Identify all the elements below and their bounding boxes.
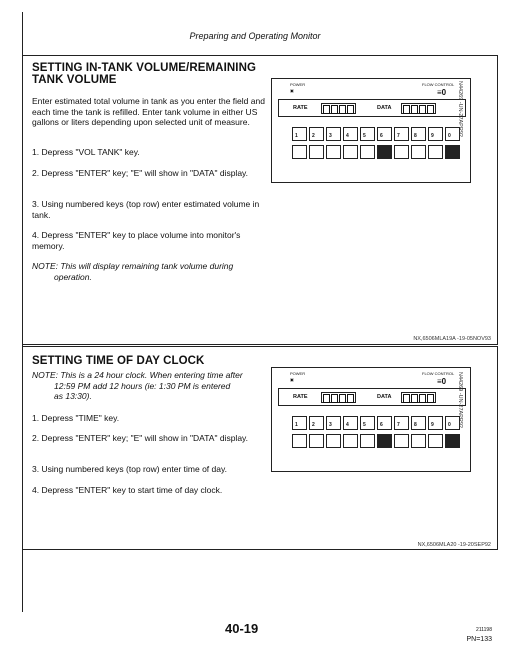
key-9: 9 xyxy=(428,416,443,430)
rate-digits xyxy=(321,103,356,114)
key-8: 8 xyxy=(411,127,426,141)
key-row2-b xyxy=(309,434,324,448)
note-lead: NOTE: This is a 24 hour clock. When entering time after xyxy=(32,370,243,380)
section-title-line2: TANK VOLUME xyxy=(32,74,117,86)
reference-code: NX,6506MLA20 -19-20SEP92 xyxy=(417,542,491,548)
note xyxy=(32,370,267,402)
monitor-panel-illustration xyxy=(271,367,471,472)
intro-paragraph: Enter estimated total volume in tank as you enter the field and each time the tank is refilled. Enter tank volume in either US gallons or liters depending upon selected unit of measure. xyxy=(32,96,265,127)
key-8: 8 xyxy=(411,416,426,430)
key-row2-a xyxy=(292,145,307,159)
key-row2-i xyxy=(428,434,443,448)
key-7: 7 xyxy=(394,127,409,141)
key-2: 2 xyxy=(309,416,324,430)
data-digits xyxy=(401,392,436,403)
power-label: POWER xyxy=(290,82,306,87)
key-5: 5 xyxy=(360,416,375,430)
key-row2-e xyxy=(360,434,375,448)
key-9: 9 xyxy=(428,127,443,141)
key-2: 2 xyxy=(309,127,324,141)
rate-digits xyxy=(321,392,356,403)
section-tank-volume xyxy=(22,55,498,345)
key-1: 1 xyxy=(292,127,307,141)
data-label: DATA xyxy=(377,394,392,400)
section-title-line1: SETTING IN-TANK VOLUME/REMAINING xyxy=(32,62,257,74)
key-0: 0 xyxy=(445,127,460,141)
key-row2-f xyxy=(377,145,392,159)
section-title: SETTING TIME OF DAY CLOCK xyxy=(32,355,205,367)
key-row2-j xyxy=(445,434,460,448)
key-row2-h xyxy=(411,434,426,448)
page-number: 40-19 xyxy=(225,621,259,636)
step-1: 1. Depress "VOL TANK" key. xyxy=(32,147,140,157)
figure-code: N44269 -UN-27APR92 xyxy=(457,372,463,428)
key-row2-e xyxy=(360,145,375,159)
data-digits xyxy=(401,103,436,114)
monitor-panel-illustration xyxy=(271,78,471,183)
power-label: POWER xyxy=(290,371,306,376)
key-4: 4 xyxy=(343,127,358,141)
flow-control-switch-icon: ≡0 xyxy=(437,88,447,97)
page-header: Preparing and Operating Monitor xyxy=(189,31,321,41)
step-2: 2. Depress "ENTER" key; "E" will show in "DATA" display. xyxy=(32,433,249,443)
flow-control-label: FLOW CONTROL xyxy=(422,371,455,376)
rate-label: RATE xyxy=(293,105,308,111)
note-line2: 12:59 PM add 12 hours (ie: 1:30 PM is entered xyxy=(54,380,231,391)
key-row2-c xyxy=(326,434,341,448)
flow-control-label: FLOW CONTROL xyxy=(422,82,455,87)
step-1: 1. Depress "TIME" key. xyxy=(32,413,120,423)
key-6: 6 xyxy=(377,127,392,141)
step-3: 3. Using numbered keys (top row) enter estimated volume in tank. xyxy=(32,199,260,220)
key-3: 3 xyxy=(326,127,341,141)
key-3: 3 xyxy=(326,416,341,430)
power-switch-icon: ▣ xyxy=(290,88,294,93)
step-3: 3. Using numbered keys (top row) enter time of day. xyxy=(32,464,227,474)
key-6: 6 xyxy=(377,416,392,430)
display-window xyxy=(278,388,466,406)
key-row2-g xyxy=(394,434,409,448)
key-row2-d xyxy=(343,434,358,448)
note-rest: operation. xyxy=(54,271,92,282)
key-row2-j xyxy=(445,145,460,159)
key-0: 0 xyxy=(445,416,460,430)
key-row2-a xyxy=(292,434,307,448)
step-4: 4. Depress "ENTER" key to start time of day clock. xyxy=(32,485,223,495)
step-2: 2. Depress "ENTER" key; "E" will show in "DATA" display. xyxy=(32,168,249,178)
section-time-of-day xyxy=(22,346,498,550)
key-row2-c xyxy=(326,145,341,159)
key-5: 5 xyxy=(360,127,375,141)
key-row2-h xyxy=(411,145,426,159)
key-4: 4 xyxy=(343,416,358,430)
data-label: DATA xyxy=(377,105,392,111)
key-7: 7 xyxy=(394,416,409,430)
step-4: 4. Depress "ENTER" key to place volume into monitor's memory. xyxy=(32,230,241,251)
rate-label: RATE xyxy=(293,394,308,400)
note-line3: as 13:30). xyxy=(54,391,92,401)
note-lead: NOTE: This will display remaining tank volume during xyxy=(32,261,234,271)
footer-date: 211198 xyxy=(476,627,492,633)
note xyxy=(32,261,267,282)
key-row2-g xyxy=(394,145,409,159)
flow-control-switch-icon: ≡0 xyxy=(437,377,447,386)
key-row2-d xyxy=(343,145,358,159)
key-row2-f xyxy=(377,434,392,448)
key-1: 1 xyxy=(292,416,307,430)
footer-pn: PN=133 xyxy=(466,636,492,643)
key-row2-b xyxy=(309,145,324,159)
figure-code: N44269 -UN-27APR92 xyxy=(457,81,463,137)
display-window xyxy=(278,99,466,117)
reference-code: NX,6506MLA19A -19-05NOV93 xyxy=(413,336,491,342)
key-row2-i xyxy=(428,145,443,159)
power-switch-icon: ▣ xyxy=(290,377,294,382)
